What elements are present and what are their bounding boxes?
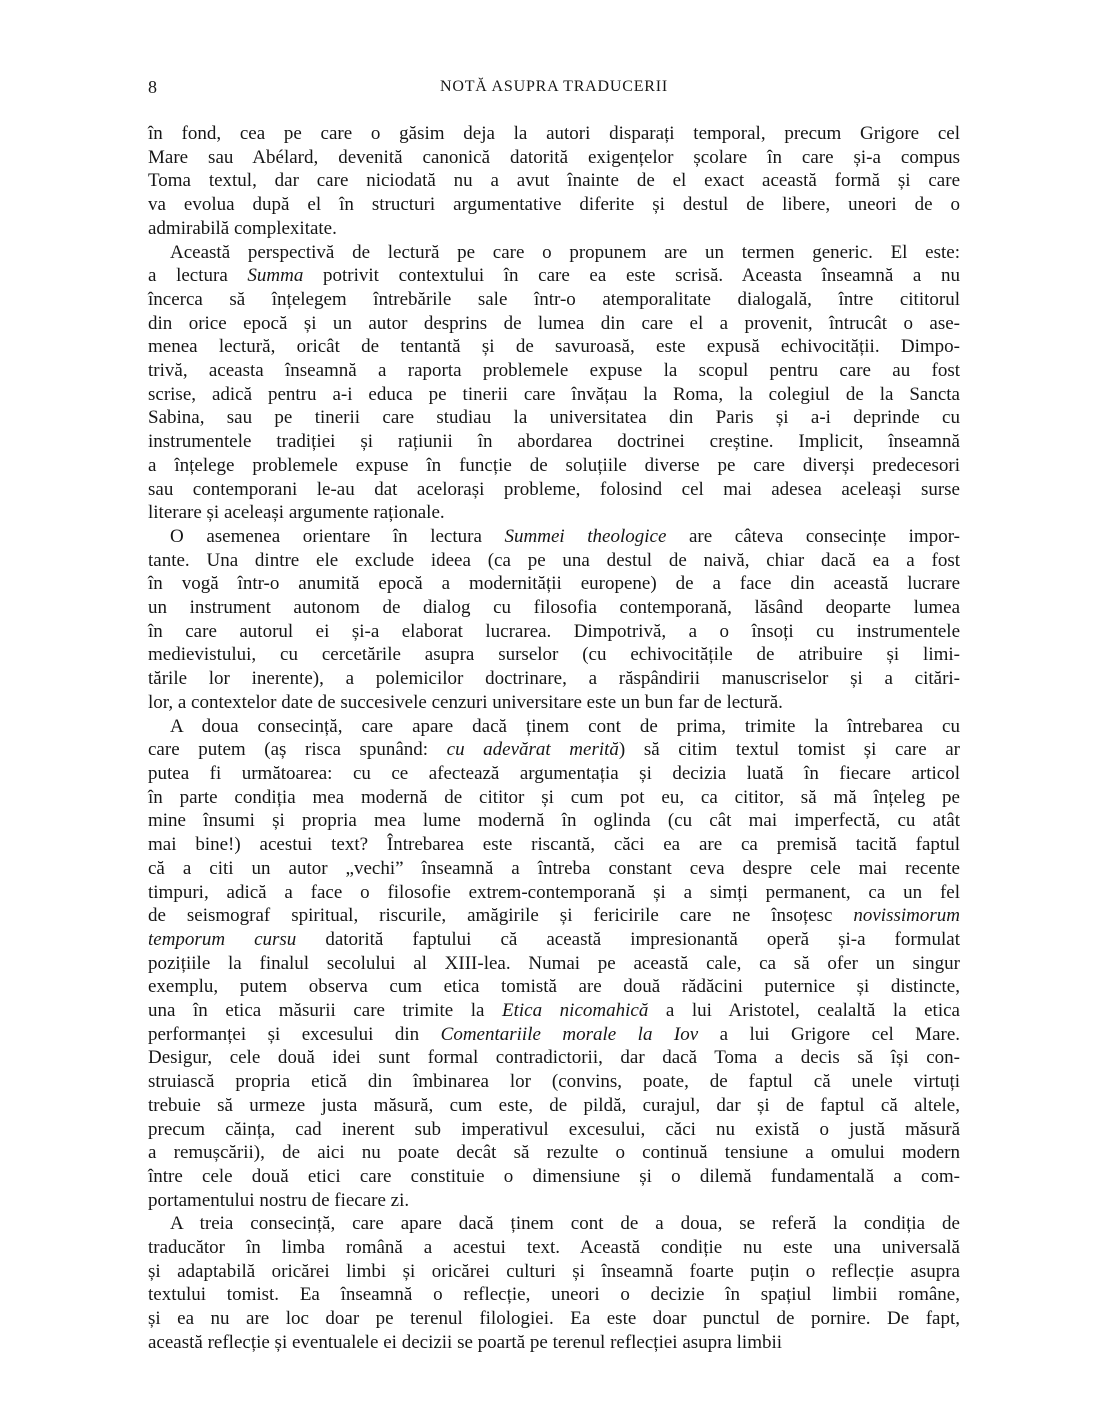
text-line: pozițiile la finalul secolului al XIII-lea. Numai pe această cale, ca să ofer un singur xyxy=(148,952,960,974)
text-line: în fond, cea pe care o găsim deja la autori disparați temporal, precum Grigore cel xyxy=(148,123,960,144)
text-line: portamentului nostru de fiecare zi. xyxy=(148,1189,410,1211)
text-line: Mare sau Abélard, devenită canonică datorită exigențelor școlare în care și-a compus xyxy=(148,146,960,168)
text-line: încerca să înțelegem întrebările sale într-o atemporalitate dialogală, între cititorul xyxy=(148,288,960,310)
text-body xyxy=(148,122,960,1355)
text-line: Desigur, cele două idei sunt formal contradictorii, dar dacă Toma a decis să își con- xyxy=(148,1047,960,1069)
text-line: A treia consecință, care apare dacă ținem cont de a doua, se referă la condiția de xyxy=(170,1213,960,1235)
text-line: între cele două etici care constituie o dimensiune și o dilemă fundamentală a com- xyxy=(148,1165,960,1187)
text-line: a remușcării), de aici nu poate decât să rezulte o continuă tensiune a omului modern xyxy=(148,1142,960,1164)
text-line: din orice epocă și un autor desprins de lumea din care el a provenit, întrucât o ase- xyxy=(148,312,960,334)
text-line: timpuri, adică a face o filosofie extrem-contemporană și a simți permanent, ca un fel xyxy=(148,881,960,903)
text-line: Această perspectivă de lectură pe care o propunem are un termen generic. El este: xyxy=(170,241,960,263)
text-line: trivă, aceasta înseamnă a raporta problemele expuse la scopul pentru care au fost xyxy=(148,360,960,382)
text-line: sau contemporani le-au dat acelorași probleme, folosind cel mai adesea aceleași surse xyxy=(148,478,960,500)
text-line: mai bine!) acestui text? Întrebarea este riscantă, căci ea are ca premisă tacită faptul xyxy=(148,834,960,856)
text-line: că a citi un autor „vechi” înseamnă a întreba constant ceva despre cele mai recente xyxy=(148,857,960,879)
text-line: una în etica măsurii care trimite la Etica nicomahică a lui Aristotel, cealaltă la etica xyxy=(148,1000,960,1022)
text-line: temporum cursu datorită faptului că această impresionantă operă și-a formulat xyxy=(148,928,960,950)
text-line: struiască propria etică din îmbinarea lor (convins, poate, de faptul că unele virtuți xyxy=(148,1071,960,1093)
text-line: traducător în limba română a acestui text. Această condiție nu este una universală xyxy=(148,1237,960,1259)
text-line: performanței și excesului din Comentariile morale la Iov a lui Grigore cel Mare. xyxy=(148,1023,961,1045)
text-line: în parte condiția mea modernă de cititor și cum pot eu, ca cititor, să mă înțeleg pe xyxy=(148,786,960,808)
text-line: de seismograf spiritual, riscurile, amăgirile și fericirile care ne însoțesc novissimorum xyxy=(148,905,960,927)
text-line: a înțelege problemele expuse în funcție de soluțiile diverse pe care diverși predecesori xyxy=(148,454,960,476)
text-line: va evolua după el în structuri argumentative diferite și destul de libere, uneori de o xyxy=(148,194,960,216)
text-line: trebuie să urmeze justa măsură, cum este, de pildă, curajul, dar și de faptul că altele, xyxy=(148,1094,960,1116)
text-line: tările lor inerente), a polemicilor doctrinare, a răspândirii manuscriselor și a citări- xyxy=(148,668,960,690)
text-line: scrise, adică pentru a-i educa pe tinerii care învățau la Roma, la colegiul de la Sancta xyxy=(148,383,960,405)
text-line: tante. Una dintre ele exclude ideea (ca pe una destul de naivă, chiar dacă ea a fost xyxy=(148,549,960,571)
text-line: care putem (aș risca spunând: cu adevărat merită) să citim textul tomist și care ar xyxy=(148,739,961,761)
text-line: Toma textul, dar care niciodată nu a avut înainte de el exact această formă și care xyxy=(148,170,960,192)
text-line: în vogă într-o anumită epocă a modernității europene) de a face din această lucrare xyxy=(148,573,960,595)
text-line: exemplu, putem observa cum etica tomistă are două rădăcini puternice și distincte, xyxy=(148,976,960,998)
text-line: precum căința, cad inerent sub imperativul excesului, căci nu există o justă măsură xyxy=(148,1118,960,1140)
page-number: 8 xyxy=(148,77,157,97)
text-line: în care autorul ei și-a elaborat lucrarea. Dimpotrivă, a o însoți cu instrumentele xyxy=(148,620,960,642)
text-line: literare și aceleași argumente raționale. xyxy=(148,502,445,524)
text-line: a lectura Summa potrivit contextului în care ea este scrisă. Aceasta înseamnă a nu xyxy=(148,265,960,287)
text-line: această reflecție și eventualele ei decizii se poartă pe terenul reflecției asupra limbii xyxy=(148,1331,783,1353)
text-line: lor, a contextelor date de succesivele cenzuri universitare este un bun far de lectură. xyxy=(148,691,783,713)
text-line: textului tomist. Ea înseamnă o reflecție, uneori o decizie în spațiul limbii române, xyxy=(148,1284,960,1306)
text-line: menea lectură, oricât de tentantă și de savuroasă, este expusă echivocității. Dimpo- xyxy=(148,336,960,358)
text-line: admirabilă complexitate. xyxy=(148,217,337,239)
text-line: putea fi următoarea: cu ce afectează argumentația și decizia luată în fiecare articol xyxy=(148,762,960,784)
text-line: Sabina, sau pe tinerii care studiau la universitatea din Paris și a-i deprinde cu xyxy=(148,407,960,429)
text-line: medievistului, cu cercetările asupra surselor (cu echivocitățile de atribuire și limi- xyxy=(148,644,960,666)
text-line: un instrument autonom de dialog cu filosofia contemporană, lăsând deoparte lumea xyxy=(148,597,960,619)
page-header-title: NOTĂ ASUPRA TRADUCERII xyxy=(440,78,668,95)
text-line: O asemenea orientare în lectura Summei theologice are câteva consecințe impor- xyxy=(170,525,960,547)
running-head xyxy=(148,77,960,101)
text-line: mine însumi și propria mea lume modernă în oglinda (cu cât mai imperfectă, cu atât xyxy=(148,810,960,832)
text-line: instrumentele tradiției și rațiunii în abordarea doctrinei creștine. Implicit, înseamnă xyxy=(148,431,960,453)
text-line: și adaptabilă oricărei limbi și oricărei culturi și înseamnă foarte puțin o reflecție asupra xyxy=(148,1260,960,1282)
text-line: A doua consecință, care apare dacă ținem cont de prima, trimite la întrebarea cu xyxy=(170,715,960,737)
text-line: și ea nu are loc doar pe terenul filologiei. Ea este doar punctul de pornire. De fapt, xyxy=(148,1308,960,1330)
